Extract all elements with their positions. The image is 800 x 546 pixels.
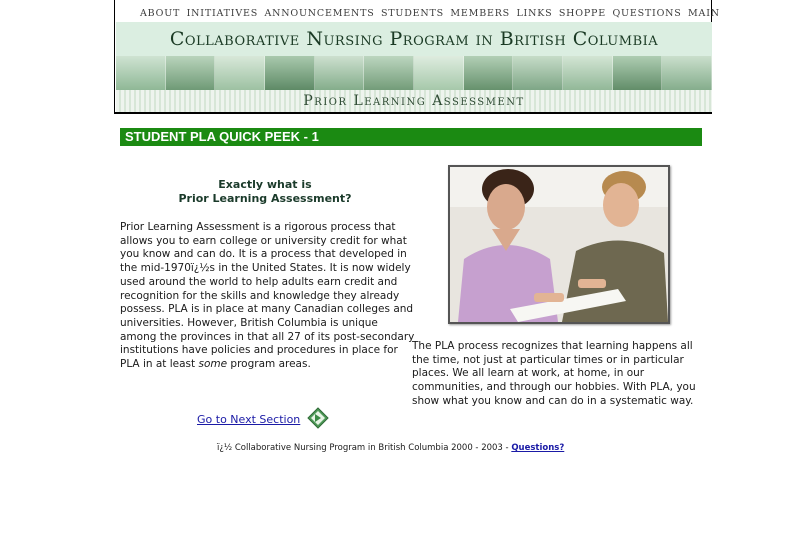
intro-text-end: program areas. <box>227 358 311 371</box>
collage-tile <box>116 56 166 90</box>
students-photo <box>448 165 670 324</box>
heading-line-1: Exactly what is <box>218 178 312 191</box>
site-title: Collaborative Nursing Program in British Columbia <box>169 28 659 50</box>
collage-tile <box>364 56 414 90</box>
nav-announcements[interactable]: ANNOUNCEMENTS <box>264 8 375 19</box>
nav-main[interactable]: MAIN <box>688 8 720 19</box>
collage-tile <box>613 56 663 90</box>
top-navigation <box>140 8 720 19</box>
header-bottom-rule <box>114 112 712 114</box>
intro-paragraph <box>120 221 416 372</box>
collage-tile <box>315 56 365 90</box>
content-heading <box>120 178 410 206</box>
section-title-bar <box>120 128 702 146</box>
copyright-text: ï¿½ Collaborative Nursing Program in British Columbia 2000 - 2003 - <box>217 443 512 453</box>
next-section-link[interactable]: Go to Next Section <box>197 413 301 426</box>
banner-subtitle: Prior Learning Assessment <box>303 93 525 109</box>
photo-collage <box>116 56 712 90</box>
nav-students[interactable]: STUDENTS <box>380 8 444 19</box>
page-footer <box>217 443 564 453</box>
intro-text: Prior Learning Assessment is a rigorous process that allows you to earn college or university credit for what you know and can do. It is a process that developed in the mid-1970ï¿½s in the United States. It is now widely used around the world to help adults earn credit and recognition for the skills and knowledge they already possess. PLA is in place at many Canadian colleges and universities. However, British Columbia is unique among the provinces in that all 27 of its post-secondary institutions have policies and procedures in place for PLA in at least <box>120 221 415 371</box>
next-arrow-icon[interactable] <box>307 407 329 429</box>
process-paragraph: The PLA process recognizes that learning happens all the time, not just at particular times or in particular places. We all learn at work, at home, in our communities, and through our hobbies. With PLA, you show what you know and can do in a systematic way. <box>412 340 696 407</box>
nav-links[interactable]: LINKS <box>516 8 553 19</box>
nav-members[interactable]: MEMBERS <box>450 8 510 19</box>
collage-tile <box>563 56 613 90</box>
collage-tile <box>166 56 216 90</box>
nav-shoppe[interactable]: SHOPPE <box>558 8 606 19</box>
intro-emphasis: some <box>198 358 228 371</box>
heading-line-2: Prior Learning Assessment? <box>178 192 352 205</box>
collage-tile <box>662 56 712 90</box>
collage-tile <box>265 56 315 90</box>
collage-tile <box>414 56 464 90</box>
collage-tile <box>464 56 514 90</box>
students-photo-illustration <box>450 167 668 322</box>
frame-left-border <box>114 0 115 113</box>
section-title: STUDENT PLA QUICK PEEK - 1 <box>125 129 319 144</box>
collage-tile <box>513 56 563 90</box>
banner-title-strip <box>116 22 712 56</box>
footer-questions-link[interactable]: Questions? <box>511 443 565 453</box>
nav-questions[interactable]: QUESTIONS <box>612 8 682 19</box>
collage-tile <box>215 56 265 90</box>
banner-subtitle-strip <box>116 90 712 112</box>
header-banner <box>116 22 712 112</box>
nav-initiatives[interactable]: INITIATIVES <box>186 8 259 19</box>
nav-about[interactable]: ABOUT <box>140 8 181 19</box>
